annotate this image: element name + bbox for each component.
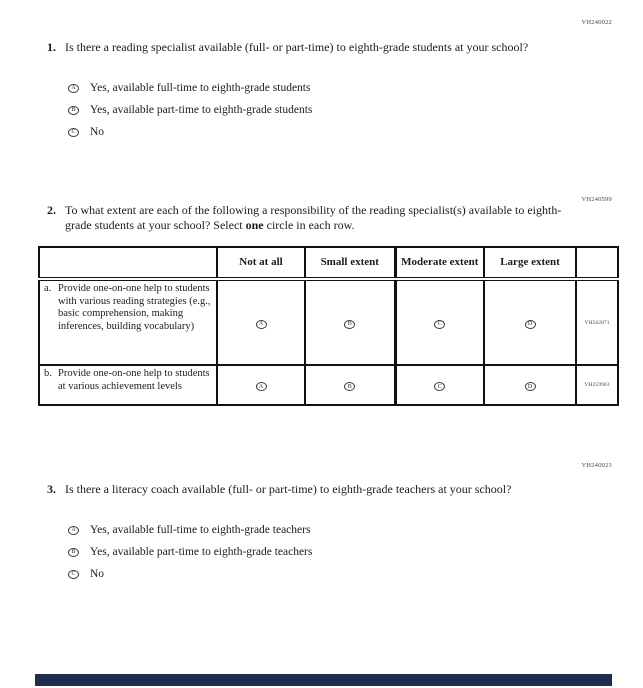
answer-bubble-d-icon[interactable]: D <box>525 382 536 391</box>
q3-option-part-time-label: Yes, available part-time to eighth-grade teachers <box>90 546 313 558</box>
matrix-header-code <box>576 247 618 279</box>
q1-option-no[interactable] <box>68 126 104 138</box>
answer-bubble-a-icon[interactable]: A <box>68 526 79 535</box>
answer-bubble-c-icon[interactable]: C <box>68 570 79 579</box>
question-1-number: 1. <box>47 40 56 54</box>
row-b-choice-large-extent[interactable] <box>484 365 576 405</box>
matrix-row-a <box>39 279 618 365</box>
answer-bubble-c-icon[interactable]: C <box>434 382 445 391</box>
answer-bubble-d-icon[interactable]: D <box>525 320 536 329</box>
q3-option-no[interactable] <box>68 568 104 580</box>
question-1-text: Is there a reading specialist available (full- or part-time) to eighth-grade students at your school? <box>65 40 529 54</box>
answer-bubble-b-icon[interactable]: B <box>68 106 79 115</box>
question-3 <box>47 482 552 497</box>
matrix-header-row <box>39 247 618 279</box>
question-3-number: 3. <box>47 482 56 496</box>
matrix-row-b <box>39 365 618 405</box>
answer-bubble-b-icon[interactable]: B <box>68 548 79 557</box>
row-b-choice-small-extent[interactable] <box>305 365 395 405</box>
question-1 <box>47 40 552 55</box>
q1-option-no-label: No <box>90 126 105 138</box>
accession-code-q3: VH240023 <box>581 462 612 469</box>
footer-bar <box>35 674 612 686</box>
question-2-bold-word: one <box>245 218 264 232</box>
answer-bubble-c-icon[interactable]: C <box>434 320 445 329</box>
q3-option-full-time[interactable] <box>68 524 310 536</box>
answer-bubble-a-icon[interactable]: A <box>256 320 267 329</box>
matrix-header-large-extent: Large extent <box>484 247 576 279</box>
row-b-choice-moderate-extent[interactable] <box>395 365 484 405</box>
row-a-choice-large-extent[interactable] <box>484 279 576 365</box>
matrix-header-moderate-extent: Moderate extent <box>395 247 484 279</box>
question-2 <box>47 203 572 233</box>
answer-bubble-b-icon[interactable]: B <box>344 320 355 329</box>
row-a-choice-small-extent[interactable] <box>305 279 395 365</box>
row-a-letter: a. <box>44 283 52 294</box>
answer-bubble-a-icon[interactable]: A <box>256 382 267 391</box>
accession-code-q2: VH240599 <box>581 196 612 203</box>
matrix-header-stub <box>39 247 217 279</box>
answer-bubble-b-icon[interactable]: B <box>344 382 355 391</box>
matrix-row-b-stub <box>39 365 217 405</box>
q3-option-full-time-label: Yes, available full-time to eighth-grade teachers <box>90 524 311 536</box>
row-a-choice-not-at-all[interactable] <box>217 279 305 365</box>
q1-option-part-time[interactable] <box>68 104 312 116</box>
q3-option-part-time[interactable] <box>68 546 312 558</box>
matrix-header-small-extent: Small extent <box>305 247 395 279</box>
row-a-text: Provide one-on-one help to students with various reading strategies (e.g., basic comprehension, making inferences, building vocabulary) <box>58 283 211 332</box>
question-2-number: 2. <box>47 203 56 217</box>
row-b-letter: b. <box>44 368 52 379</box>
q1-option-full-time-label: Yes, available full-time to eighth-grade students <box>90 82 311 94</box>
q1-option-part-time-label: Yes, available part-time to eighth-grade students <box>90 104 313 116</box>
accession-code-q1: VH240022 <box>581 19 612 26</box>
row-a-choice-moderate-extent[interactable] <box>395 279 484 365</box>
row-b-choice-not-at-all[interactable] <box>217 365 305 405</box>
q1-option-full-time[interactable] <box>68 82 310 94</box>
responsibility-matrix-table <box>38 246 619 406</box>
q3-option-no-label: No <box>90 568 105 580</box>
row-a-accession-code: VH562871 <box>576 279 618 365</box>
matrix-header-not-at-all: Not at all <box>217 247 305 279</box>
row-b-accession-code: VH259963 <box>576 365 618 405</box>
matrix-row-a-stub <box>39 279 217 365</box>
question-2-text: To what extent are each of the following a responsibility of the reading specialist(s) available to eighth-grade students at your school? Select one circle in each row. <box>65 203 562 232</box>
row-b-text: Provide one-on-one help to students at various achievement levels <box>58 368 210 392</box>
answer-bubble-a-icon[interactable]: A <box>68 84 79 93</box>
answer-bubble-c-icon[interactable]: C <box>68 128 79 137</box>
question-3-text: Is there a literacy coach available (full- or part-time) to eighth-grade teachers at your school? <box>65 482 512 496</box>
